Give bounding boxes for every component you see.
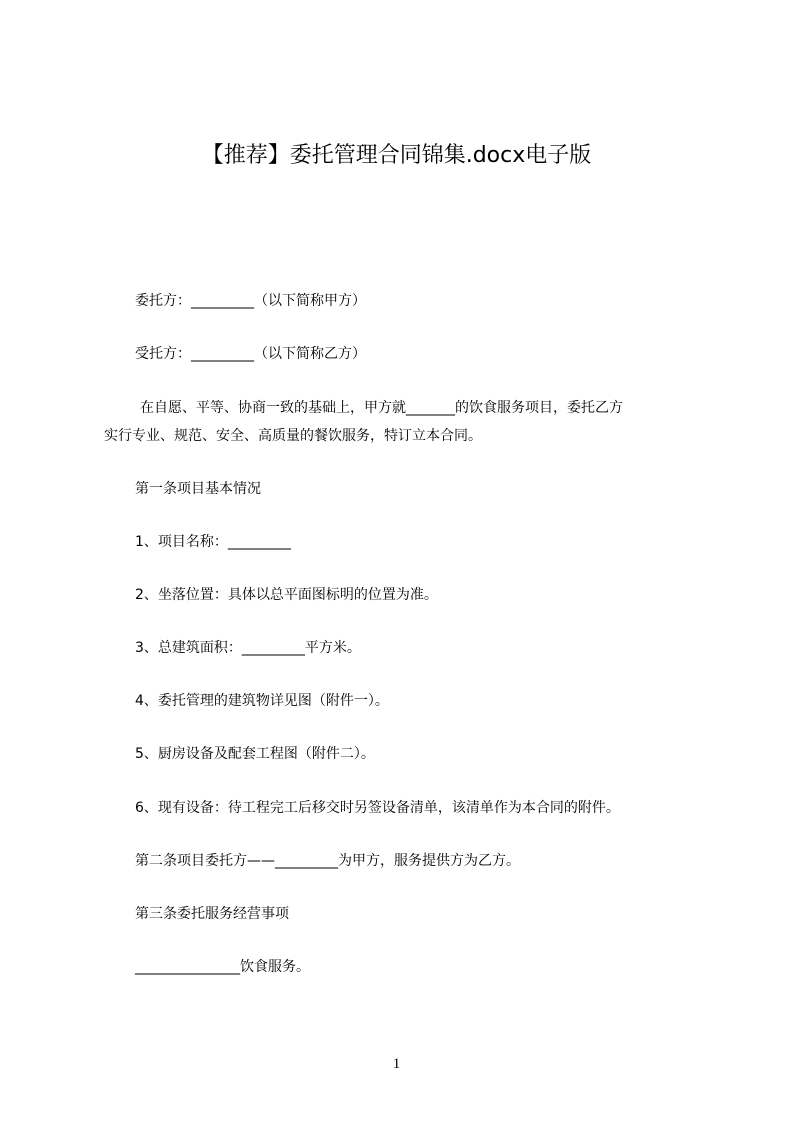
item-1-project-name: 1、项目名称：_________ xyxy=(135,534,291,550)
intro-paragraph-line-1: 在自愿、平等、协商一致的基础上，甲方就_______的饮食服务项目，委托乙方 xyxy=(140,400,623,416)
service-line: _______________饮食服务。 xyxy=(135,959,310,975)
item-5-kitchen-equipment: 5、厨房设备及配套工程图（附件二）。 xyxy=(135,746,375,762)
contractor-line: 受托方：_________（以下简称乙方） xyxy=(135,346,366,362)
item-6-existing-equipment: 6、现有设备：待工程完工后移交时另签设备清单，该清单作为本合同的附件。 xyxy=(135,800,620,816)
article-2-paragraph: 第二条项目委托方——_________为甲方，服务提供方为乙方。 xyxy=(135,853,520,869)
client-line: 委托方：_________（以下简称甲方） xyxy=(135,293,366,309)
item-2-location: 2、坐落位置：具体以总平面图标明的位置为准。 xyxy=(135,587,438,603)
item-4-building-drawing: 4、委托管理的建筑物详见图（附件一）。 xyxy=(135,693,389,709)
intro-paragraph-line-2: 实行专业、规范、安全、高质量的餐饮服务，特订立本合同。 xyxy=(104,428,482,444)
page-number: 1 xyxy=(392,1056,401,1072)
article-3-heading: 第三条委托服务经营事项 xyxy=(135,906,289,922)
article-1-heading: 第一条项目基本情况 xyxy=(135,481,261,497)
item-3-floor-area: 3、总建筑面积：_________平方米。 xyxy=(135,640,361,656)
document-title: 【推荐】委托管理合同锦集.docx电子版 xyxy=(201,143,592,168)
